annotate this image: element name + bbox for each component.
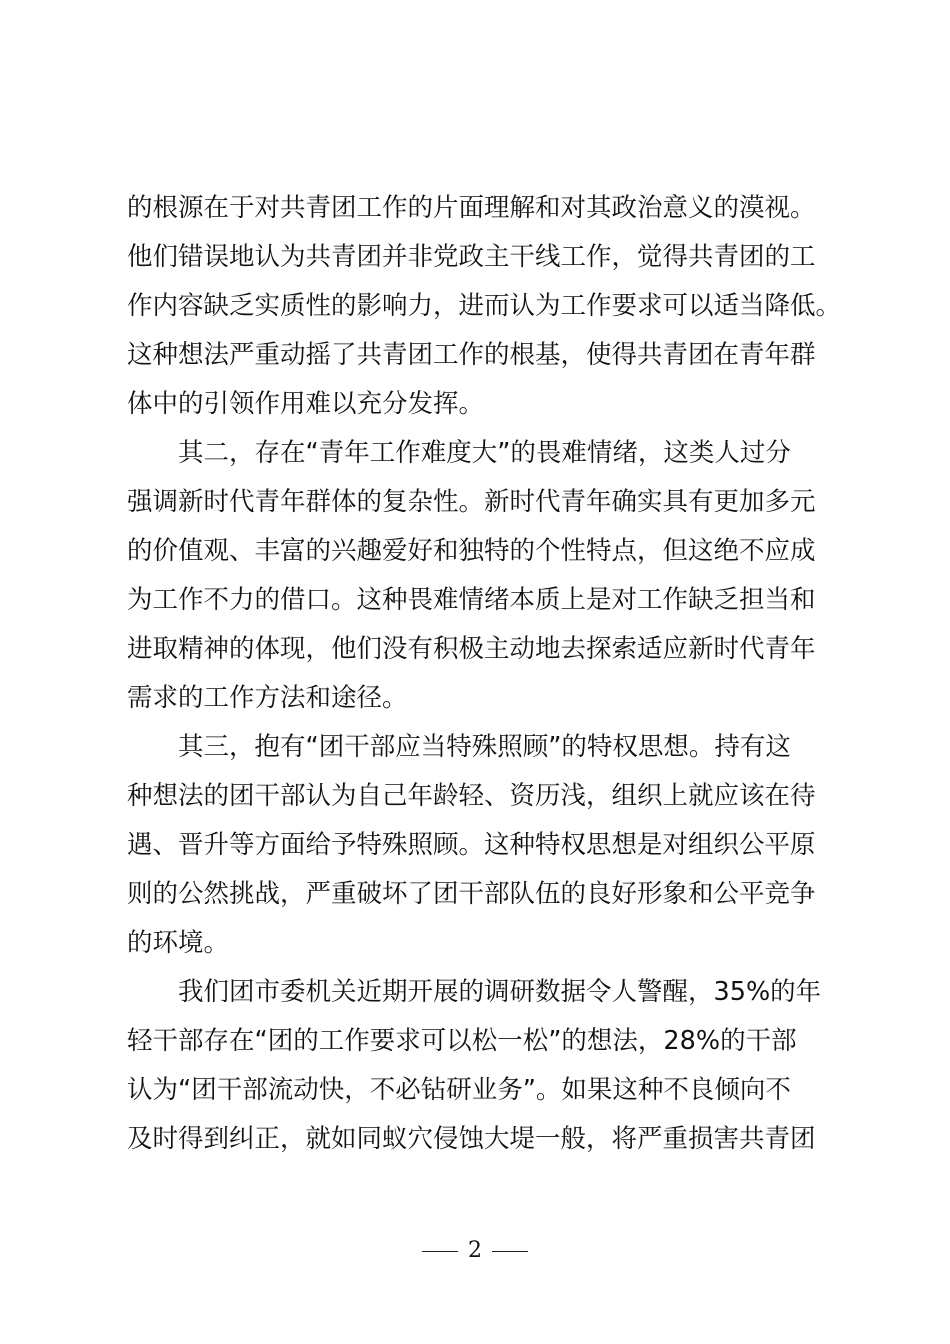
footer-dash-right bbox=[492, 1251, 528, 1252]
text-line: 的价值观、丰富的兴趣爱好和独特的个性特点，但这绝不应成 bbox=[127, 536, 816, 566]
text-line: 这种想法严重动摇了共青团工作的根基，使得共青团在青年群 bbox=[127, 340, 816, 370]
text-line: 轻干部存在“团的工作要求可以松一松”的想法，28%的干部 bbox=[127, 1026, 797, 1056]
text-line: 进取精神的体现，他们没有积极主动地去探索适应新时代青年 bbox=[127, 634, 816, 664]
text-line: 其三，抱有“团干部应当特殊照顾”的特权思想。持有这 bbox=[178, 732, 791, 762]
text-line: 的根源在于对共青团工作的片面理解和对其政治意义的漠视。 bbox=[127, 193, 816, 223]
text-line: 作内容缺乏实质性的影响力，进而认为工作要求可以适当降低。 bbox=[127, 291, 842, 321]
text-line: 及时得到纠正，就如同蚁穴侵蚀大堤一般，将严重损害共青团 bbox=[127, 1124, 816, 1154]
text-line: 体中的引领作用难以充分发挥。 bbox=[127, 389, 485, 419]
text-line: 则的公然挑战，严重破坏了团干部队伍的良好形象和公平竞争 bbox=[127, 879, 816, 909]
footer-dash-left bbox=[422, 1251, 458, 1252]
text-line: 遇、晋升等方面给予特殊照顾。这种特权思想是对组织公平原 bbox=[127, 830, 816, 860]
text-line: 认为“团干部流动快，不必钻研业务”。如果这种不良倾向不 bbox=[127, 1075, 791, 1105]
page-number: 2 bbox=[468, 1238, 482, 1263]
body-text bbox=[127, 184, 842, 1164]
text-line: 的环境。 bbox=[127, 928, 230, 958]
text-line: 他们错误地认为共青团并非党政主干线工作，觉得共青团的工 bbox=[127, 242, 816, 272]
text-line: 其二，存在“青年工作难度大”的畏难情绪，这类人过分 bbox=[178, 438, 791, 468]
text-line: 强调新时代青年群体的复杂性。新时代青年确实具有更加多元 bbox=[127, 487, 816, 517]
text-line: 我们团市委机关近期开展的调研数据令人警醒，35%的年 bbox=[178, 977, 822, 1007]
page-footer bbox=[0, 1238, 950, 1263]
text-line: 需求的工作方法和途径。 bbox=[127, 683, 408, 713]
text-line: 种想法的团干部认为自己年龄轻、资历浅，组织上就应该在待 bbox=[127, 781, 816, 811]
text-line: 为工作不力的借口。这种畏难情绪本质上是对工作缺乏担当和 bbox=[127, 585, 816, 615]
